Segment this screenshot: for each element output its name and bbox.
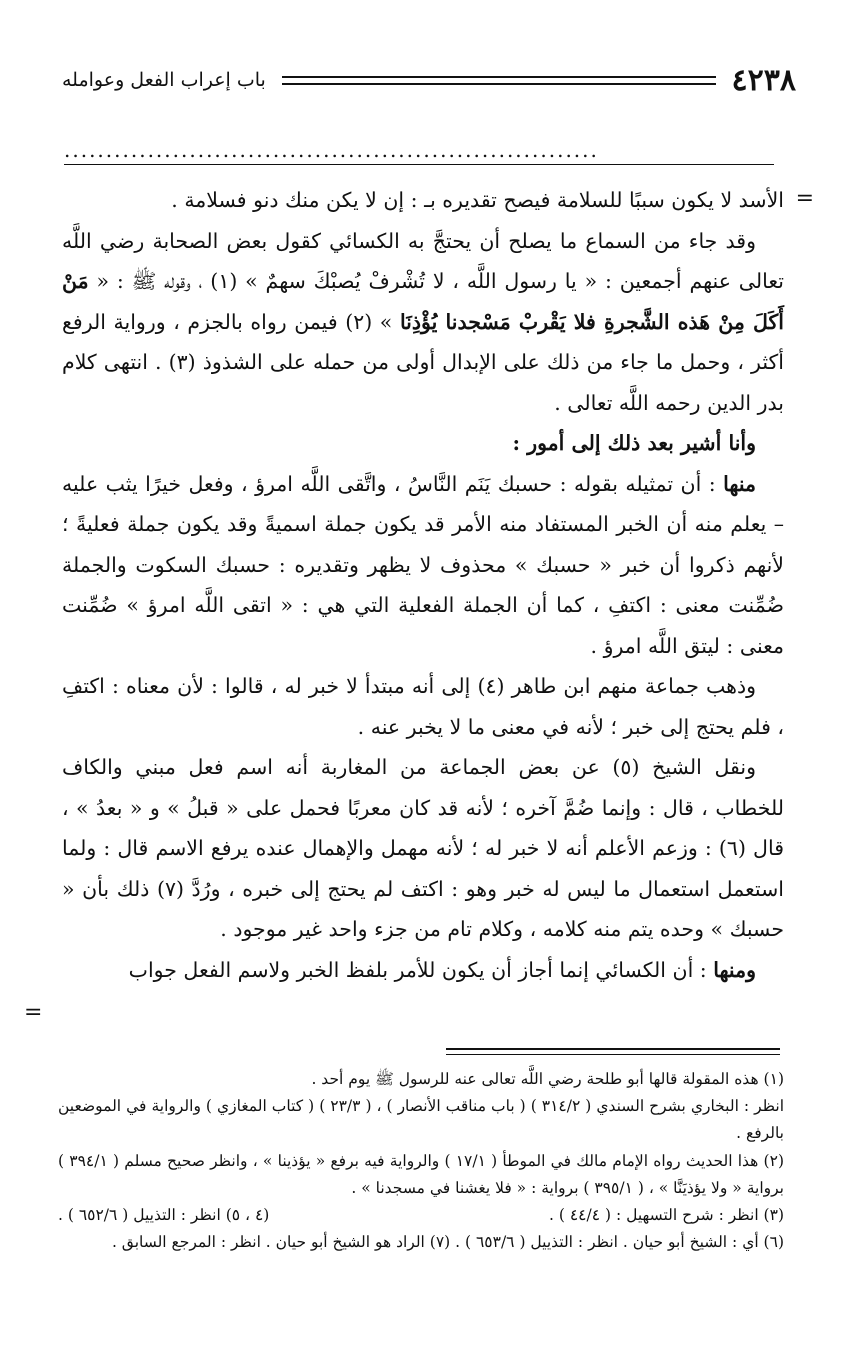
- paragraph-text: الأسد لا يكون سببًا للسلامة فيصح تقديره بـ : إن لا يكن منك دنو فسلامة .: [171, 188, 784, 212]
- paragraph-text: وقد جاء من السماع ما يصلح أن يحتجَّ به الكسائي كقول بعض الصحابة رضي اللَّه تعالى عنهم أجمعين : « يا رسول اللَّه ، لا تُشْرفْ يُصبْكَ سهمٌ » (١) ، وقوله ﷺ : «: [62, 228, 784, 293]
- paragraph: [62, 747, 784, 950]
- paragraph-text: : أن تمثيله بقوله : حسبك يَنَم النَّاسُ ، واتَّقى اللَّه امرؤ ، وفعل خيرًا يثب عليه – يعلم منه أن الخبر المستفاد منه الأمر قد يكون جملة اسميةً وقد يكون جملة فعليةً ؛ لأنهم ذكروا أن خبر « حسبك » محذوف لا يظهر وتقديره : حسبك السكوت والجملة ضُمِّنت معنى : اكتفِ ، كما أن الجملة الفعلية التي هي : « اتقى اللَّه امرؤ » ضُمِّنت معنى : ليتق اللَّه امرؤ .: [62, 471, 784, 658]
- hadith-quote: مَنْ أَكَلَ مِنْ هَذه الشَّجرةِ فلا يَقْربْ مَسْجدنا يُؤْذِنَا: [62, 269, 784, 334]
- paragraph-text: ونقل الشيخ (٥) عن بعض الجماعة من المغاربة أنه اسم فعل مبني والكاف للخطاب ، قال : وإنما ضُمَّ آخره ؛ لأنه قد كان معربًا فحمل على « قبلُ » و « بعدُ » ، قال (٦) : وزعم الأعلم أنه لا خبر له ؛ لأنه مهمل والإهمال عنده يرفع الاسم قال : ولما استعمل استعمال ما ليس له خبر وهو : اكتف لم يحتج إلى خبره ، ورُدَّ (٧) ذلك بأن « حسبك » وحده يتم منه كلامه ، وكلام تام من جزء واحد غير موجود .: [62, 755, 784, 941]
- main-text: [62, 180, 784, 990]
- footnote: (٤ ، ٥) انظر : التذييل ( ٦٥٢/٦ ) .: [58, 1206, 270, 1225]
- paragraph: [62, 464, 784, 667]
- paragraph: [62, 180, 784, 221]
- footnotes: [58, 1066, 784, 1256]
- paragraph: [62, 666, 784, 747]
- paragraph-text: » (٢) فيمن رواه بالجزم ، ورواية الرفع أكثر ، وحمل ما جاء من ذلك على الإبدال أولى من حمله على الشذوذ (٣) . انتهى كلام بدر الدين رحمه اللَّه تعالى .: [62, 309, 784, 415]
- footnote-row: [58, 1202, 784, 1229]
- footnote-rule: [446, 1048, 780, 1055]
- paragraph: [62, 221, 784, 424]
- lead-word: منها: [723, 471, 756, 496]
- separator-rule: [64, 164, 774, 165]
- footnote: (٦) أي : الشيخ أبو حيان . انظر : التذييل ( ٦٥٣/٦ ) . (٧) الراد هو الشيخ أبو حيان . انظر : المرجع السابق .: [111, 1233, 784, 1252]
- footnote: (٢) هذا الحديث رواه الإمام مالك في الموطأ ( ١٧/١ ) والرواية فيه برفع « يؤذينا » ، وانظر صحيح مسلم ( ٣٩٤/١ ) برواية « ولا يؤذيَنَّا » ، ( ٣٩٥/١ ) برواية : « فلا يغشنا في مسجدنا » .: [58, 1151, 784, 1197]
- section-heading: وأنا أشير بعد ذلك إلى أمور :: [512, 431, 756, 455]
- paragraph-text: : أن الكسائي إنما أجاز أن يكون للأمر بلفظ الخبر ولاسم الفعل جواب: [128, 957, 707, 982]
- footnote: (١) هذه المقولة قالها أبو طلحة رضي اللَّه تعالى عنه للرسول ﷺ يوم أحد .: [311, 1070, 784, 1088]
- paragraph: [62, 950, 784, 991]
- footnote: (٣) انظر : شرح التسهيل : ( ٤٤/٤ ) .: [549, 1206, 784, 1225]
- paragraph-text: وذهب جماعة منهم ابن طاهر (٤) إلى أنه مبتدأ لا خبر له ، قالوا : لأن معناه : اكتفِ ، فلم يحتج إلى خبر ؛ لأنه في معنى ما لا يخبر عنه .: [62, 674, 784, 739]
- footnote: انظر : البخاري بشرح السندي ( ٣١٤/٢ ) ( باب مناقب الأنصار ) ، ( ٢٣/٣ ) ( كتاب المغازي ) والرواية في الموضعين بالرفع .: [58, 1097, 784, 1143]
- continuation-mark-start: =: [795, 186, 814, 211]
- dotted-separator: ................................................................: [64, 138, 599, 160]
- page-number: ٤٢٣٨: [731, 62, 796, 98]
- header-double-rule: [282, 76, 716, 85]
- continuation-mark-end: =: [24, 1000, 43, 1025]
- lead-word: ومنها: [713, 957, 756, 982]
- page-header: [62, 62, 796, 98]
- running-title: باب إعراب الفعل وعوامله: [62, 69, 266, 91]
